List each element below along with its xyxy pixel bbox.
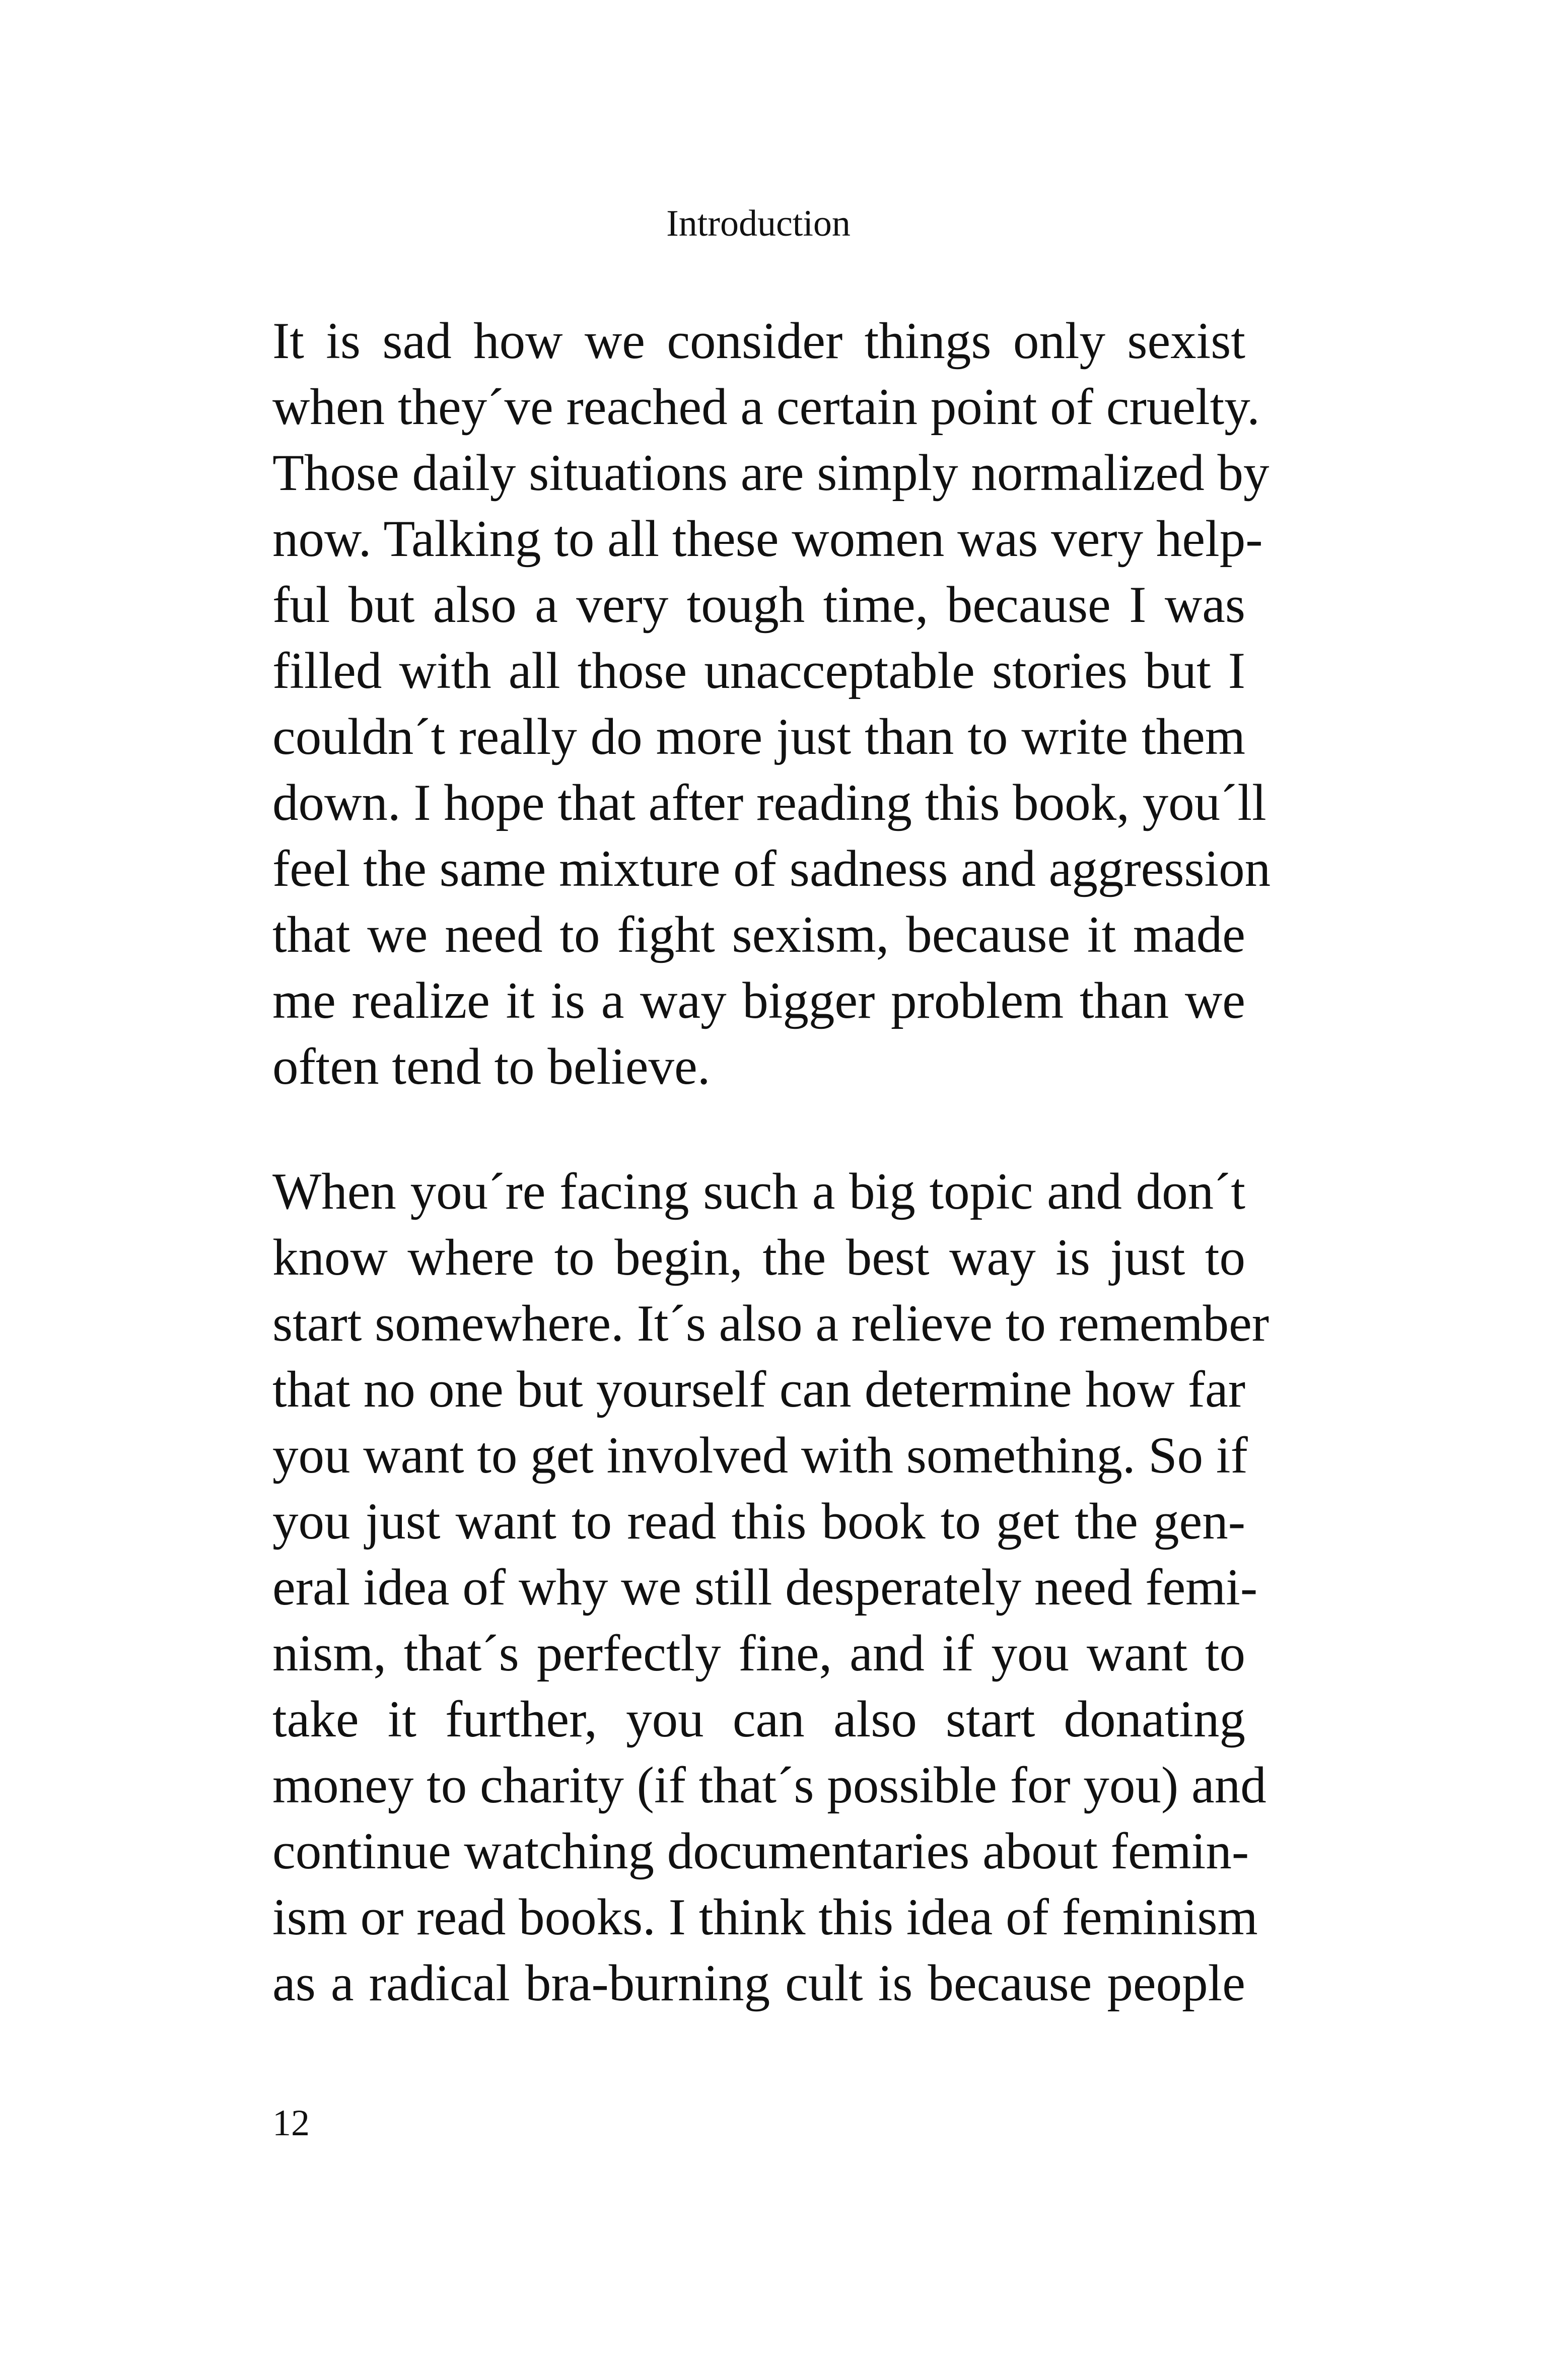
text-line: you want to get involved with something. So if [272, 1427, 1248, 1484]
text-line: continue watching documentaries about femin- [272, 1823, 1249, 1880]
paragraph [272, 1159, 1270, 2016]
text-line: filled with all those unacceptable stories but I [272, 642, 1245, 699]
text-line: start somewhere. It´s also a relieve to remember [272, 1295, 1270, 1352]
text-line: feel the same mixture of sadness and aggression [272, 840, 1271, 897]
text-line: down. I hope that after reading this book, you´ll [272, 774, 1266, 831]
text-line: ism or read books. I think this idea of feminism [272, 1888, 1258, 1946]
text-line: when they´ve reached a certain point of cruelty. [272, 378, 1260, 436]
text-line: Those daily situations are simply normalized by [272, 444, 1270, 502]
text-line: you just want to read this book to get the gen- [272, 1493, 1245, 1550]
text-line: that no one but yourself can determine how far [272, 1361, 1245, 1418]
body-text [272, 308, 1271, 2016]
text-line: know where to begin, the best way is just to [272, 1229, 1245, 1286]
text-line: It is sad how we consider things only sexist [272, 312, 1245, 370]
page-number: 12 [272, 2103, 310, 2144]
text-line: money to charity (if that´s possible for you) and [272, 1757, 1266, 1814]
text-line: When you´re facing such a big topic and don´t [272, 1163, 1245, 1220]
text-line: take it further, you can also start donating [272, 1691, 1245, 1748]
text-line: that we need to fight sexism, because it made [272, 906, 1245, 963]
paragraph [272, 308, 1271, 1100]
text-line: me realize it is a way bigger problem than we [272, 972, 1245, 1029]
text-line: nism, that´s perfectly fine, and if you want to [272, 1625, 1245, 1682]
text-line: couldn´t really do more just than to write them [272, 708, 1245, 765]
text-line: now. Talking to all these women was very help- [272, 510, 1263, 568]
text-line: ful but also a very tough time, because I was [272, 576, 1245, 634]
running-head: Introduction [666, 203, 851, 244]
text-line: as a radical bra-burning cult is because people [272, 1954, 1245, 2012]
paragraph-gap [272, 1100, 1245, 1159]
text-line: often tend to believe. [272, 1038, 711, 1095]
text-line: eral idea of why we still desperately need femi- [272, 1559, 1258, 1616]
